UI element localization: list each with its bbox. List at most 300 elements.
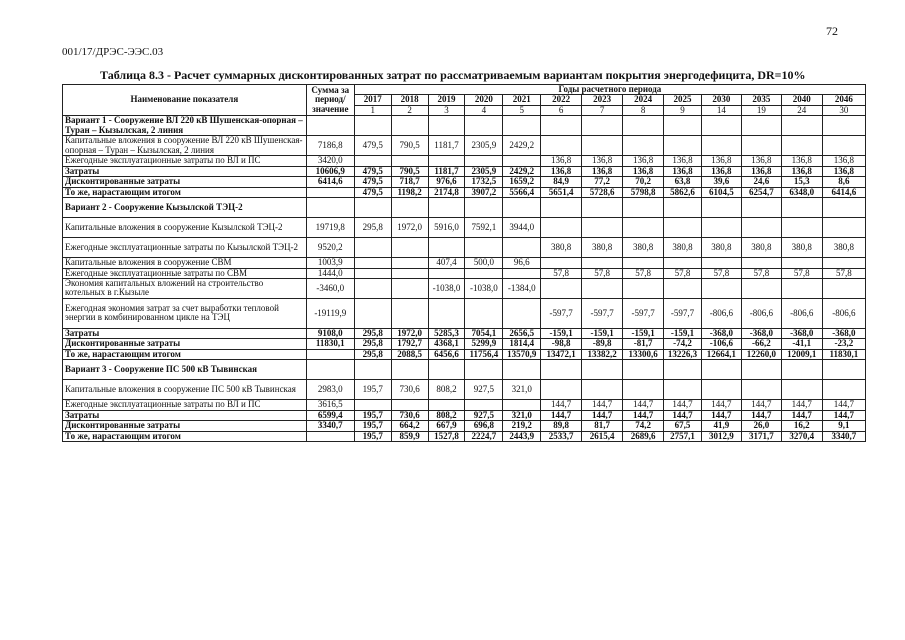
row-sum: 9108,0 (306, 328, 354, 338)
value-cell (428, 238, 465, 258)
header-year: 2025 (664, 95, 702, 105)
table-row (63, 421, 866, 431)
value-cell: 1198,2 (391, 187, 428, 197)
value-cell (541, 136, 582, 156)
value-cell: 136,8 (582, 156, 623, 166)
header-index: 8 (623, 105, 664, 115)
value-cell (623, 218, 664, 238)
value-cell: 144,7 (781, 400, 822, 410)
value-cell (391, 298, 428, 328)
value-cell: 144,7 (701, 410, 741, 420)
value-cell (354, 400, 391, 410)
table-row (63, 166, 866, 176)
empty-cell (541, 360, 582, 380)
header-index: 1 (354, 105, 391, 115)
value-cell: 5566,4 (503, 187, 541, 197)
header-year: 2023 (582, 95, 623, 105)
empty-cell (701, 198, 741, 218)
value-cell: 39,6 (701, 177, 741, 187)
value-cell: 77,2 (582, 177, 623, 187)
table-row (63, 380, 866, 400)
value-cell (541, 258, 582, 268)
value-cell (465, 298, 503, 328)
value-cell: 667,9 (428, 421, 465, 431)
value-cell: 2305,9 (465, 166, 503, 176)
value-cell: 96,6 (503, 258, 541, 268)
row-label: Затраты (63, 410, 307, 420)
row-label: Ежегодные эксплуатационные затраты по Кызылской ТЭЦ-2 (63, 238, 307, 258)
value-cell: 380,8 (623, 238, 664, 258)
value-cell: 63,8 (664, 177, 702, 187)
value-cell: -159,1 (664, 328, 702, 338)
value-cell: 84,9 (541, 177, 582, 187)
value-cell (465, 156, 503, 166)
value-cell: -368,0 (741, 328, 781, 338)
value-cell: 26,0 (741, 421, 781, 431)
value-cell: 696,8 (465, 421, 503, 431)
value-cell: -23,2 (822, 339, 865, 349)
value-cell: 927,5 (465, 410, 503, 420)
empty-cell (465, 116, 503, 136)
value-cell (582, 136, 623, 156)
header-sum: Сумма за период/ значение (306, 85, 354, 116)
value-cell: 1659,2 (503, 177, 541, 187)
empty-cell (503, 198, 541, 218)
header-year: 2021 (503, 95, 541, 105)
header-index: 9 (664, 105, 702, 115)
table-row (63, 268, 866, 278)
value-cell: 89,8 (541, 421, 582, 431)
value-cell: -368,0 (822, 328, 865, 338)
value-cell (354, 238, 391, 258)
value-cell: 24,6 (741, 177, 781, 187)
value-cell: 5285,3 (428, 328, 465, 338)
value-cell (582, 218, 623, 238)
value-cell: 57,8 (781, 268, 822, 278)
value-cell: -74,2 (664, 339, 702, 349)
value-cell (354, 258, 391, 268)
empty-cell (582, 116, 623, 136)
value-cell: 74,2 (623, 421, 664, 431)
value-cell (354, 156, 391, 166)
empty-cell (781, 198, 822, 218)
value-cell: -597,7 (541, 298, 582, 328)
value-cell: 144,7 (541, 410, 582, 420)
header-year: 2019 (428, 95, 465, 105)
value-cell: 295,8 (354, 339, 391, 349)
value-cell (354, 268, 391, 278)
value-cell: 2224,7 (465, 431, 503, 441)
value-cell (391, 268, 428, 278)
row-sum: -3460,0 (306, 278, 354, 298)
value-cell: -806,6 (701, 298, 741, 328)
value-cell: 57,8 (623, 268, 664, 278)
value-cell: 3907,2 (465, 187, 503, 197)
header-index: 24 (781, 105, 822, 115)
variant-header-row (63, 198, 866, 218)
header-index: 14 (701, 105, 741, 115)
value-cell (391, 400, 428, 410)
document-code: 001/17/ДРЭС-ЭЭС.03 (62, 46, 164, 58)
value-cell: -597,7 (582, 298, 623, 328)
value-cell: 3012,9 (701, 431, 741, 441)
value-cell: 790,5 (391, 136, 428, 156)
value-cell: 2689,6 (623, 431, 664, 441)
empty-cell (503, 116, 541, 136)
value-cell: 7592,1 (465, 218, 503, 238)
header-index: 6 (541, 105, 582, 115)
value-cell: 6414,6 (822, 187, 865, 197)
value-cell: 3944,0 (503, 218, 541, 238)
value-cell (503, 400, 541, 410)
header-years-group: Годы расчетного периода (354, 85, 865, 95)
header-index: 19 (741, 105, 781, 115)
header-year: 2022 (541, 95, 582, 105)
value-cell: 1181,7 (428, 166, 465, 176)
value-cell (623, 136, 664, 156)
empty-cell (306, 116, 354, 136)
header-year: 2018 (391, 95, 428, 105)
value-cell: 1972,0 (391, 328, 428, 338)
header-index: 5 (503, 105, 541, 115)
row-sum: 6414,6 (306, 177, 354, 187)
row-sum: 2983,0 (306, 380, 354, 400)
empty-cell (503, 360, 541, 380)
value-cell: 57,8 (541, 268, 582, 278)
table-row (63, 136, 866, 156)
value-cell: -597,7 (664, 298, 702, 328)
value-cell: -597,7 (623, 298, 664, 328)
row-sum: -19119,9 (306, 298, 354, 328)
header-year: 2017 (354, 95, 391, 105)
header-year: 2035 (741, 95, 781, 105)
value-cell: 5916,0 (428, 218, 465, 238)
empty-cell (741, 198, 781, 218)
value-cell (354, 278, 391, 298)
value-cell: 144,7 (623, 400, 664, 410)
value-cell: 3270,4 (781, 431, 822, 441)
header-index: 2 (391, 105, 428, 115)
value-cell: 11830,1 (822, 349, 865, 359)
value-cell: 2615,4 (582, 431, 623, 441)
value-cell: 295,8 (354, 218, 391, 238)
value-cell: 13472,1 (541, 349, 582, 359)
value-cell: 380,8 (701, 238, 741, 258)
value-cell: 790,5 (391, 166, 428, 176)
value-cell: 41,9 (701, 421, 741, 431)
empty-cell (354, 116, 391, 136)
value-cell: 57,8 (822, 268, 865, 278)
value-cell: 2088,5 (391, 349, 428, 359)
variant-title: Вариант 3 - Сооружение ПС 500 кВ Тывинская (63, 360, 307, 380)
value-cell: 380,8 (541, 238, 582, 258)
empty-cell (354, 360, 391, 380)
row-sum: 11830,1 (306, 339, 354, 349)
table-row (63, 218, 866, 238)
value-cell (582, 380, 623, 400)
empty-cell (306, 198, 354, 218)
value-cell: 2429,2 (503, 136, 541, 156)
value-cell: 144,7 (701, 400, 741, 410)
value-cell: 808,2 (428, 380, 465, 400)
value-cell (623, 278, 664, 298)
value-cell: 664,2 (391, 421, 428, 431)
cost-table (62, 84, 866, 442)
value-cell (664, 258, 702, 268)
table-row (63, 298, 866, 328)
header-year: 2024 (623, 95, 664, 105)
value-cell: -66,2 (741, 339, 781, 349)
value-cell: 5651,4 (541, 187, 582, 197)
empty-cell (701, 116, 741, 136)
value-cell: 13300,6 (623, 349, 664, 359)
empty-cell (664, 116, 702, 136)
value-cell: -106,6 (701, 339, 741, 349)
variant-title: Вариант 2 - Сооружение Кызылской ТЭЦ-2 (63, 198, 307, 218)
value-cell: 407,4 (428, 258, 465, 268)
empty-cell (822, 116, 865, 136)
header-index: 7 (582, 105, 623, 115)
value-cell: -98,8 (541, 339, 582, 349)
row-label: Ежегодная экономия затрат за счет выработки тепловой энергии в комбинированном цикле на ТЭЦ (63, 298, 307, 328)
value-cell (503, 268, 541, 278)
value-cell: -159,1 (582, 328, 623, 338)
empty-cell (428, 360, 465, 380)
empty-cell (428, 116, 465, 136)
empty-cell (465, 198, 503, 218)
value-cell: 219,2 (503, 421, 541, 431)
value-cell: 12009,1 (781, 349, 822, 359)
value-cell: 144,7 (741, 410, 781, 420)
value-cell (428, 298, 465, 328)
table-row (63, 187, 866, 197)
value-cell: 144,7 (582, 400, 623, 410)
row-label: То же, нарастающим итогом (63, 187, 307, 197)
header-year: 2046 (822, 95, 865, 105)
value-cell (781, 278, 822, 298)
value-cell (664, 218, 702, 238)
value-cell (822, 258, 865, 268)
value-cell: 144,7 (781, 410, 822, 420)
empty-cell (541, 198, 582, 218)
value-cell: 295,8 (354, 328, 391, 338)
empty-cell (428, 198, 465, 218)
value-cell: 1181,7 (428, 136, 465, 156)
value-cell (822, 136, 865, 156)
row-label: Капитальные вложения в сооружение ПС 500 кВ Тывинская (63, 380, 307, 400)
empty-cell (623, 360, 664, 380)
value-cell: 3340,7 (822, 431, 865, 441)
value-cell: 16,2 (781, 421, 822, 431)
value-cell: 6254,7 (741, 187, 781, 197)
row-label: То же, нарастающим итогом (63, 431, 307, 441)
empty-cell (354, 198, 391, 218)
value-cell: 57,8 (701, 268, 741, 278)
empty-cell (781, 360, 822, 380)
row-sum (306, 431, 354, 441)
value-cell: -368,0 (781, 328, 822, 338)
value-cell (465, 400, 503, 410)
row-sum: 3616,5 (306, 400, 354, 410)
value-cell: 136,8 (664, 166, 702, 176)
value-cell (503, 298, 541, 328)
header-name: Наименование показателя (63, 85, 307, 116)
header-index: 4 (465, 105, 503, 115)
value-cell (503, 156, 541, 166)
value-cell: 195,7 (354, 421, 391, 431)
value-cell (391, 238, 428, 258)
row-sum: 9520,2 (306, 238, 354, 258)
empty-cell (701, 360, 741, 380)
table-row (63, 339, 866, 349)
row-label: Капитальные вложения в сооружение СВМ (63, 258, 307, 268)
empty-cell (822, 198, 865, 218)
value-cell: -159,1 (541, 328, 582, 338)
value-cell: 13226,3 (664, 349, 702, 359)
row-sum (306, 349, 354, 359)
value-cell: 479,5 (354, 166, 391, 176)
row-label: Ежегодные эксплуатационные затраты по ВЛ и ПС (63, 156, 307, 166)
empty-cell (391, 360, 428, 380)
row-sum: 1444,0 (306, 268, 354, 278)
value-cell: 195,7 (354, 431, 391, 441)
value-cell: 380,8 (781, 238, 822, 258)
empty-cell (741, 116, 781, 136)
value-cell (741, 258, 781, 268)
value-cell (664, 380, 702, 400)
table-row (63, 238, 866, 258)
empty-cell (541, 116, 582, 136)
value-cell (664, 136, 702, 156)
variant-title: Вариант 1 - Сооружение ВЛ 220 кВ Шушенская-опорная – Туран – Кызылская, 2 линия (63, 116, 307, 136)
value-cell (623, 258, 664, 268)
header-year: 2030 (701, 95, 741, 105)
value-cell: 1792,7 (391, 339, 428, 349)
value-cell (741, 380, 781, 400)
table-row (63, 278, 866, 298)
value-cell: 70,2 (623, 177, 664, 187)
row-label: Капитальные вложения в сооружение ВЛ 220 кВ Шушенская-опорная – Туран – Кызылская, 2 линия (63, 136, 307, 156)
value-cell: 136,8 (822, 166, 865, 176)
empty-cell (741, 360, 781, 380)
value-cell: 136,8 (623, 156, 664, 166)
value-cell: 1814,4 (503, 339, 541, 349)
empty-cell (623, 116, 664, 136)
value-cell: -368,0 (701, 328, 741, 338)
row-label: Дисконтированные затраты (63, 339, 307, 349)
value-cell (623, 380, 664, 400)
value-cell (781, 380, 822, 400)
value-cell (428, 268, 465, 278)
value-cell (465, 238, 503, 258)
value-cell: 12664,1 (701, 349, 741, 359)
value-cell: 144,7 (741, 400, 781, 410)
value-cell: 5798,8 (623, 187, 664, 197)
table-row (63, 349, 866, 359)
value-cell (391, 278, 428, 298)
value-cell: 479,5 (354, 177, 391, 187)
value-cell: 136,8 (664, 156, 702, 166)
value-cell: 12260,0 (741, 349, 781, 359)
variant-header-row (63, 116, 866, 136)
value-cell: 5862,6 (664, 187, 702, 197)
value-cell: 57,8 (582, 268, 623, 278)
value-cell (582, 258, 623, 268)
table-row (63, 410, 866, 420)
value-cell: 144,7 (822, 410, 865, 420)
value-cell (741, 218, 781, 238)
value-cell: 7054,1 (465, 328, 503, 338)
value-cell (541, 278, 582, 298)
empty-cell (822, 360, 865, 380)
header-year: 2040 (781, 95, 822, 105)
value-cell: -1384,0 (503, 278, 541, 298)
value-cell: 479,5 (354, 187, 391, 197)
header-index: 3 (428, 105, 465, 115)
value-cell: 144,7 (664, 410, 702, 420)
value-cell: 13382,2 (582, 349, 623, 359)
value-cell: -159,1 (623, 328, 664, 338)
row-sum: 3340,7 (306, 421, 354, 431)
value-cell: 136,8 (741, 166, 781, 176)
value-cell: 2533,7 (541, 431, 582, 441)
row-label: То же, нарастающим итогом (63, 349, 307, 359)
value-cell: 6456,6 (428, 349, 465, 359)
row-label: Экономия капитальных вложений на строительство котельных в г.Кызыле (63, 278, 307, 298)
table-row (63, 156, 866, 166)
value-cell: 57,8 (741, 268, 781, 278)
value-cell: 730,6 (391, 380, 428, 400)
row-label: Затраты (63, 328, 307, 338)
value-cell (781, 218, 822, 238)
value-cell (541, 380, 582, 400)
value-cell: 730,6 (391, 410, 428, 420)
value-cell (822, 380, 865, 400)
value-cell: 2174,8 (428, 187, 465, 197)
row-label: Ежегодные эксплуатационные затраты по СВМ (63, 268, 307, 278)
value-cell: -806,6 (822, 298, 865, 328)
empty-cell (664, 360, 702, 380)
table-row (63, 328, 866, 338)
value-cell: 4368,1 (428, 339, 465, 349)
value-cell: 195,7 (354, 380, 391, 400)
value-cell: 1732,5 (465, 177, 503, 187)
value-cell (781, 136, 822, 156)
value-cell: -806,6 (741, 298, 781, 328)
value-cell: 5728,6 (582, 187, 623, 197)
value-cell: 3171,7 (741, 431, 781, 441)
value-cell: -1038,0 (428, 278, 465, 298)
value-cell: 81,7 (582, 421, 623, 431)
value-cell (465, 268, 503, 278)
value-cell: 6348,0 (781, 187, 822, 197)
value-cell: 976,6 (428, 177, 465, 187)
empty-cell (781, 116, 822, 136)
value-cell (822, 278, 865, 298)
value-cell: -89,8 (582, 339, 623, 349)
value-cell (391, 258, 428, 268)
value-cell (354, 298, 391, 328)
value-cell: 5299,9 (465, 339, 503, 349)
header-year: 2020 (465, 95, 503, 105)
value-cell: -81,7 (623, 339, 664, 349)
variant-header-row (63, 360, 866, 380)
page-number: 72 (826, 24, 838, 38)
row-label: Ежегодные эксплуатационные затраты по ВЛ и ПС (63, 400, 307, 410)
table-row (63, 431, 866, 441)
row-label: Дисконтированные затраты (63, 421, 307, 431)
value-cell: 144,7 (582, 410, 623, 420)
